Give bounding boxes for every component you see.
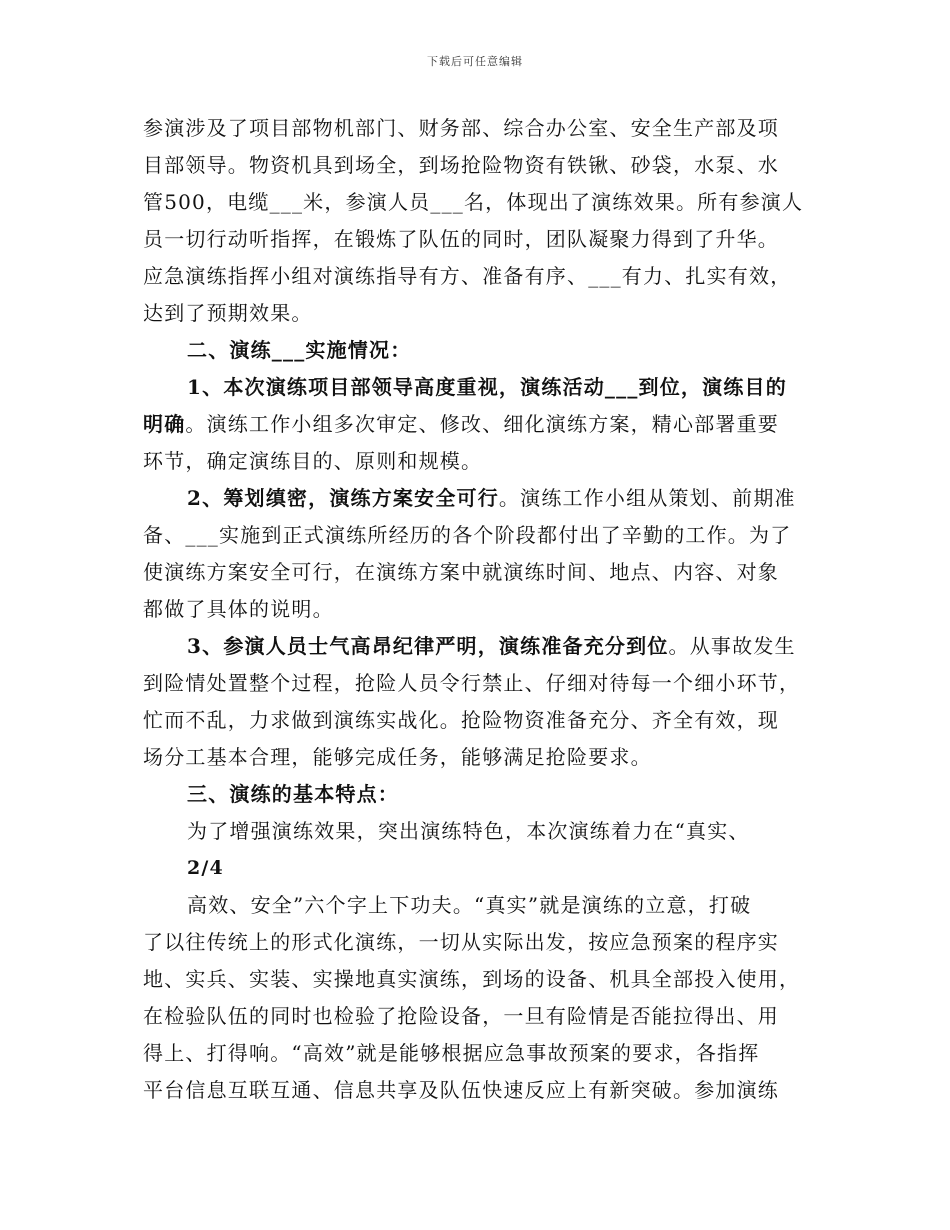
bold-text: 1、本次演练项目部领导高度重视，演练活动___到位，演练目的: [187, 375, 787, 399]
text-line: [143, 480, 813, 517]
body-text: 到险情处置整个过程，抢险人员令行禁止、仔细对待每一个细小环节，: [143, 671, 801, 695]
body-text: 。演练工作小组从策划、前期准: [498, 486, 796, 510]
text-line: [143, 776, 813, 813]
body-text: 员一切行动听指挥，在锻炼了队伍的同时，团队凝聚力得到了升华。: [143, 227, 779, 251]
text-line: [143, 221, 813, 258]
text-line: [143, 369, 813, 406]
bold-text: 明确: [143, 412, 186, 436]
body-text: 都做了具体的说明。: [143, 597, 334, 621]
body-text: 。从事故发生: [668, 634, 796, 658]
body-text: 了以往传统上的形式化演练，一切从实际出发，按应急预案的程序实: [143, 930, 779, 954]
body-text: 目部领导。物资机具到场全，到场抢险物资有铁锹、砂袋，水泵、水: [143, 153, 779, 177]
text-line: [143, 517, 813, 554]
text-line: [143, 924, 813, 961]
text-line: [143, 1035, 813, 1072]
body-text: 环节，确定演练目的、原则和规模。: [143, 449, 483, 473]
text-line: [143, 1072, 813, 1109]
body-text: 应急演练指挥小组对演练指导有方、准备有序、___有力、扎实有效，: [143, 264, 792, 288]
text-line: [143, 110, 813, 147]
text-line: [143, 406, 813, 443]
body-text: 得上、打得响。“高效”就是能够根据应急事故预案的要求，各指挥: [143, 1041, 760, 1065]
body-text: 参演涉及了项目部物机部门、财务部、综合办公室、安全生产部及项: [143, 116, 779, 140]
body-text: 地、实兵、实装、实操地真实演练，到场的设备、机具全部投入使用，: [143, 967, 801, 991]
text-line: [143, 147, 813, 184]
body-text: 忙而不乱，力求做到演练实战化。抢险物资准备充分、齐全有效，现: [143, 708, 779, 732]
body-text: 。演练工作小组多次审定、修改、细化演练方案，精心部署重要: [185, 412, 780, 436]
text-line: [143, 554, 813, 591]
body-text: 备、___实施到正式演练所经历的各个阶段都付出了辛勤的工作。为了: [143, 523, 792, 547]
text-line: [143, 258, 813, 295]
body-text: 高效、安全”六个字上下功夫。“真实”就是演练的立意，打破: [187, 893, 752, 917]
bold-text: 2、筹划缜密，演练方案安全可行: [187, 486, 499, 510]
text-line: [143, 295, 813, 332]
page-number: [143, 850, 813, 887]
bold-text: 二、演练___实施情况：: [187, 338, 412, 362]
text-line: [143, 739, 813, 776]
text-line: [143, 961, 813, 998]
text-line: [143, 665, 813, 702]
bold-text: 2/4: [187, 857, 224, 879]
body-text: 为了增强演练效果，突出演练特色，本次演练着力在“真实、: [187, 819, 750, 843]
body-text: 使演练方案安全可行，在演练方案中就演练时间、地点、内容、对象: [143, 560, 779, 584]
text-line: [143, 887, 813, 924]
text-line: [143, 702, 813, 739]
text-line: [143, 591, 813, 628]
body-text: 达到了预期效果。: [143, 301, 313, 325]
body-text: 平台信息互联互通、信息共享及队伍快速反应上有新突破。参加演练: [143, 1078, 779, 1102]
text-line: [143, 628, 813, 665]
page-header: 下载后可任意编辑: [427, 55, 523, 68]
bold-text: 3、参演人员士气高昂纪律严明，演练准备充分到位: [187, 634, 669, 658]
text-line: [143, 332, 813, 369]
text-line: [143, 813, 813, 850]
body-text: 在检验队伍的同时也检验了抢险设备，一旦有险情是否能拉得出、用: [143, 1004, 779, 1028]
document-body: [143, 110, 813, 1109]
bold-text: 三、演练的基本特点：: [187, 782, 399, 806]
text-line: [143, 998, 813, 1035]
text-line: [143, 184, 813, 221]
body-text: 管500，电缆___米，参演人员___名，体现出了演练效果。所有参演人: [143, 190, 804, 214]
text-line: [143, 443, 813, 480]
body-text: 场分工基本合理，能够完成任务，能够满足抢险要求。: [143, 745, 652, 769]
